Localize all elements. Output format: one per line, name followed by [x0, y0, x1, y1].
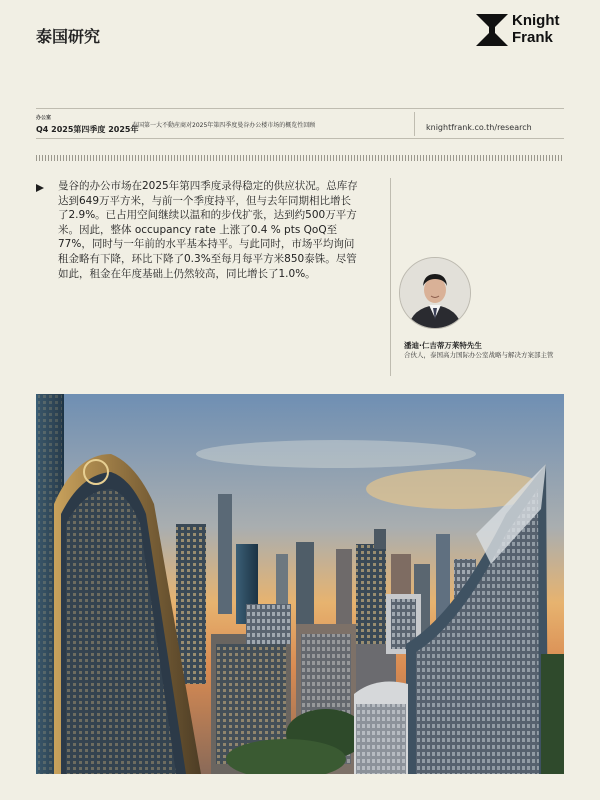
person-name: 潘迪·仁吉蒂万莱特先生: [404, 341, 482, 350]
meta-description: 泰国第一大不動産商对2025年第四季度曼谷办公楼市场的概览性回顾: [132, 122, 316, 129]
logo-line-1: Knight: [512, 12, 560, 29]
person-portrait-icon: [400, 258, 470, 328]
decorative-stripe: [36, 155, 564, 161]
avatar: [399, 257, 471, 329]
knight-frank-logo[interactable]: [476, 12, 566, 48]
meta-date: Q4 2025第四季度 2025年: [36, 125, 139, 134]
logo-line-2: Frank: [512, 29, 553, 46]
page-title: 泰国研究: [36, 27, 101, 46]
bangkok-skyline-photo: [36, 394, 564, 774]
meta-bottom-rule: [36, 138, 564, 139]
meta-top-rule: [36, 108, 564, 109]
triangle-bullet-icon: [36, 184, 44, 192]
vertical-divider: [390, 178, 391, 376]
research-link[interactable]: knightfrank.co.th/research: [426, 123, 532, 132]
logo-mark-icon: [476, 14, 508, 46]
meta-divider: [414, 112, 415, 136]
summary-paragraph: 曼谷的办公市场在2025年第四季度录得稳定的供应状况。总库存达到649万平方米，与前一个季度持平，但与去年同期相比增长了2.9%。已占用空间继续以温和的步伐扩张，达到约500万平方米。因此，整体 occupancy rate 上涨了0.4 % pts QoQ至77%，同时与一年前的水平基本持平。与此同时，市场平均询问租金略有下降，环比下降了0.3%至每月每平方米850泰铢。尽管如此，租金在年度基础上仍然较高，同比增长了1.0%。: [58, 180, 358, 280]
meta-category: 办公室: [36, 115, 52, 121]
logo-wordmark: [512, 12, 559, 46]
person-title: 合伙人，泰国高力国际办公室战略与解决方案部主管: [404, 351, 554, 359]
skyline-illustration: [36, 394, 564, 774]
